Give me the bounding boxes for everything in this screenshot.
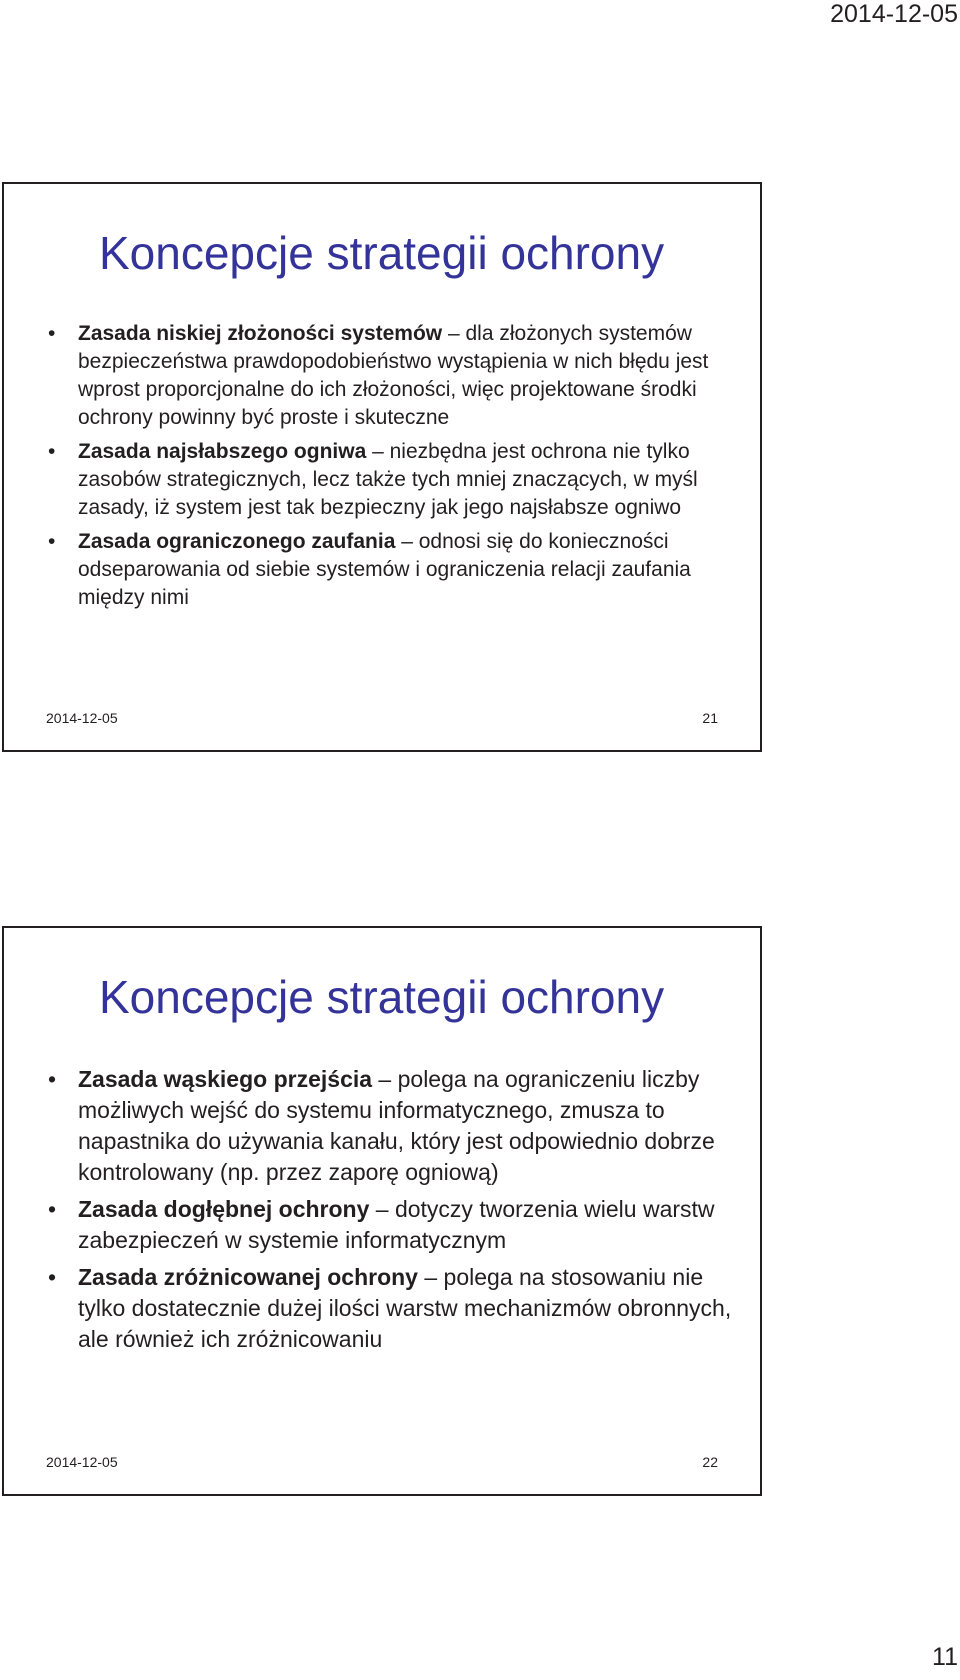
bullet-marker: •	[48, 1066, 57, 1092]
bullet-item	[48, 1194, 738, 1256]
bullet-lead: Zasada najsłabszego ogniwa	[78, 440, 367, 463]
slide-22	[2, 926, 762, 1496]
slide-number: 21	[702, 710, 718, 726]
bullet-item	[48, 438, 738, 522]
bullet-text: – polega na ograniczeniu liczby możliwych wejść do systemu informatycznego, zmusza to napastnika do używania kanału, który jest odpowiednio dobrze kontrolowany (np. przez zaporę ogniową)	[78, 1066, 715, 1185]
bullet-marker: •	[48, 1196, 57, 1222]
bullet-text: – polega na stosowaniu nie tylko dostatecznie dużej ilości warstw mechanizmów obronnych, ale również ich zróżnicowaniu	[78, 1264, 732, 1352]
bullet-lead: Zasada wąskiego przejścia	[78, 1066, 373, 1092]
bullet-item	[48, 528, 738, 612]
bullet-text: – dotyczy tworzenia wielu warstw zabezpieczeń w systemie informatycznym	[78, 1196, 715, 1253]
slide-title: Koncepcje strategii ochrony	[99, 227, 665, 279]
slide-title: Koncepcje strategii ochrony	[99, 971, 665, 1023]
bullet-text: – odnosi się do konieczności odseparowania od siebie systemów i ograniczenia relacji zaufania między nimi	[78, 530, 691, 609]
page-number: 11	[932, 1643, 958, 1671]
bullet-marker: •	[48, 530, 56, 553]
page-date: 2014-12-05	[830, 0, 958, 28]
slide-21	[2, 182, 762, 752]
bullet-marker: •	[48, 322, 56, 345]
bullet-marker: •	[48, 1264, 57, 1290]
bullet-item	[48, 1262, 738, 1355]
bullet-list	[48, 1064, 738, 1361]
bullet-item	[48, 320, 738, 432]
bullet-text: – niezbędna jest ochrona nie tylko zasobów strategicznych, lecz także tych mniej znaczących, w myśl zasady, iż system jest tak bezpieczny jak jego najsłabsze ogniwo	[78, 440, 698, 519]
bullet-text: – dla złożonych systemów bezpieczeństwa prawdopodobieństwo wystąpienia w nich błędu jest wprost proporcjonalne do ich złożoności, więc projektowane środki ochrony powinny być proste i skuteczne	[78, 322, 709, 429]
bullet-list	[48, 320, 738, 618]
bullet-marker: •	[48, 440, 56, 463]
bullet-item	[48, 1064, 738, 1188]
bullet-lead: Zasada zróżnicowanej ochrony	[78, 1264, 418, 1290]
bullet-lead: Zasada niskiej złożoności systemów	[78, 322, 443, 345]
bullet-lead: Zasada dogłębnej ochrony	[78, 1196, 370, 1222]
bullet-lead: Zasada ograniczonego zaufania	[78, 530, 396, 553]
slide-footer-date: 2014-12-05	[46, 1454, 118, 1470]
slide-number: 22	[702, 1454, 718, 1470]
slide-footer-date: 2014-12-05	[46, 710, 118, 726]
